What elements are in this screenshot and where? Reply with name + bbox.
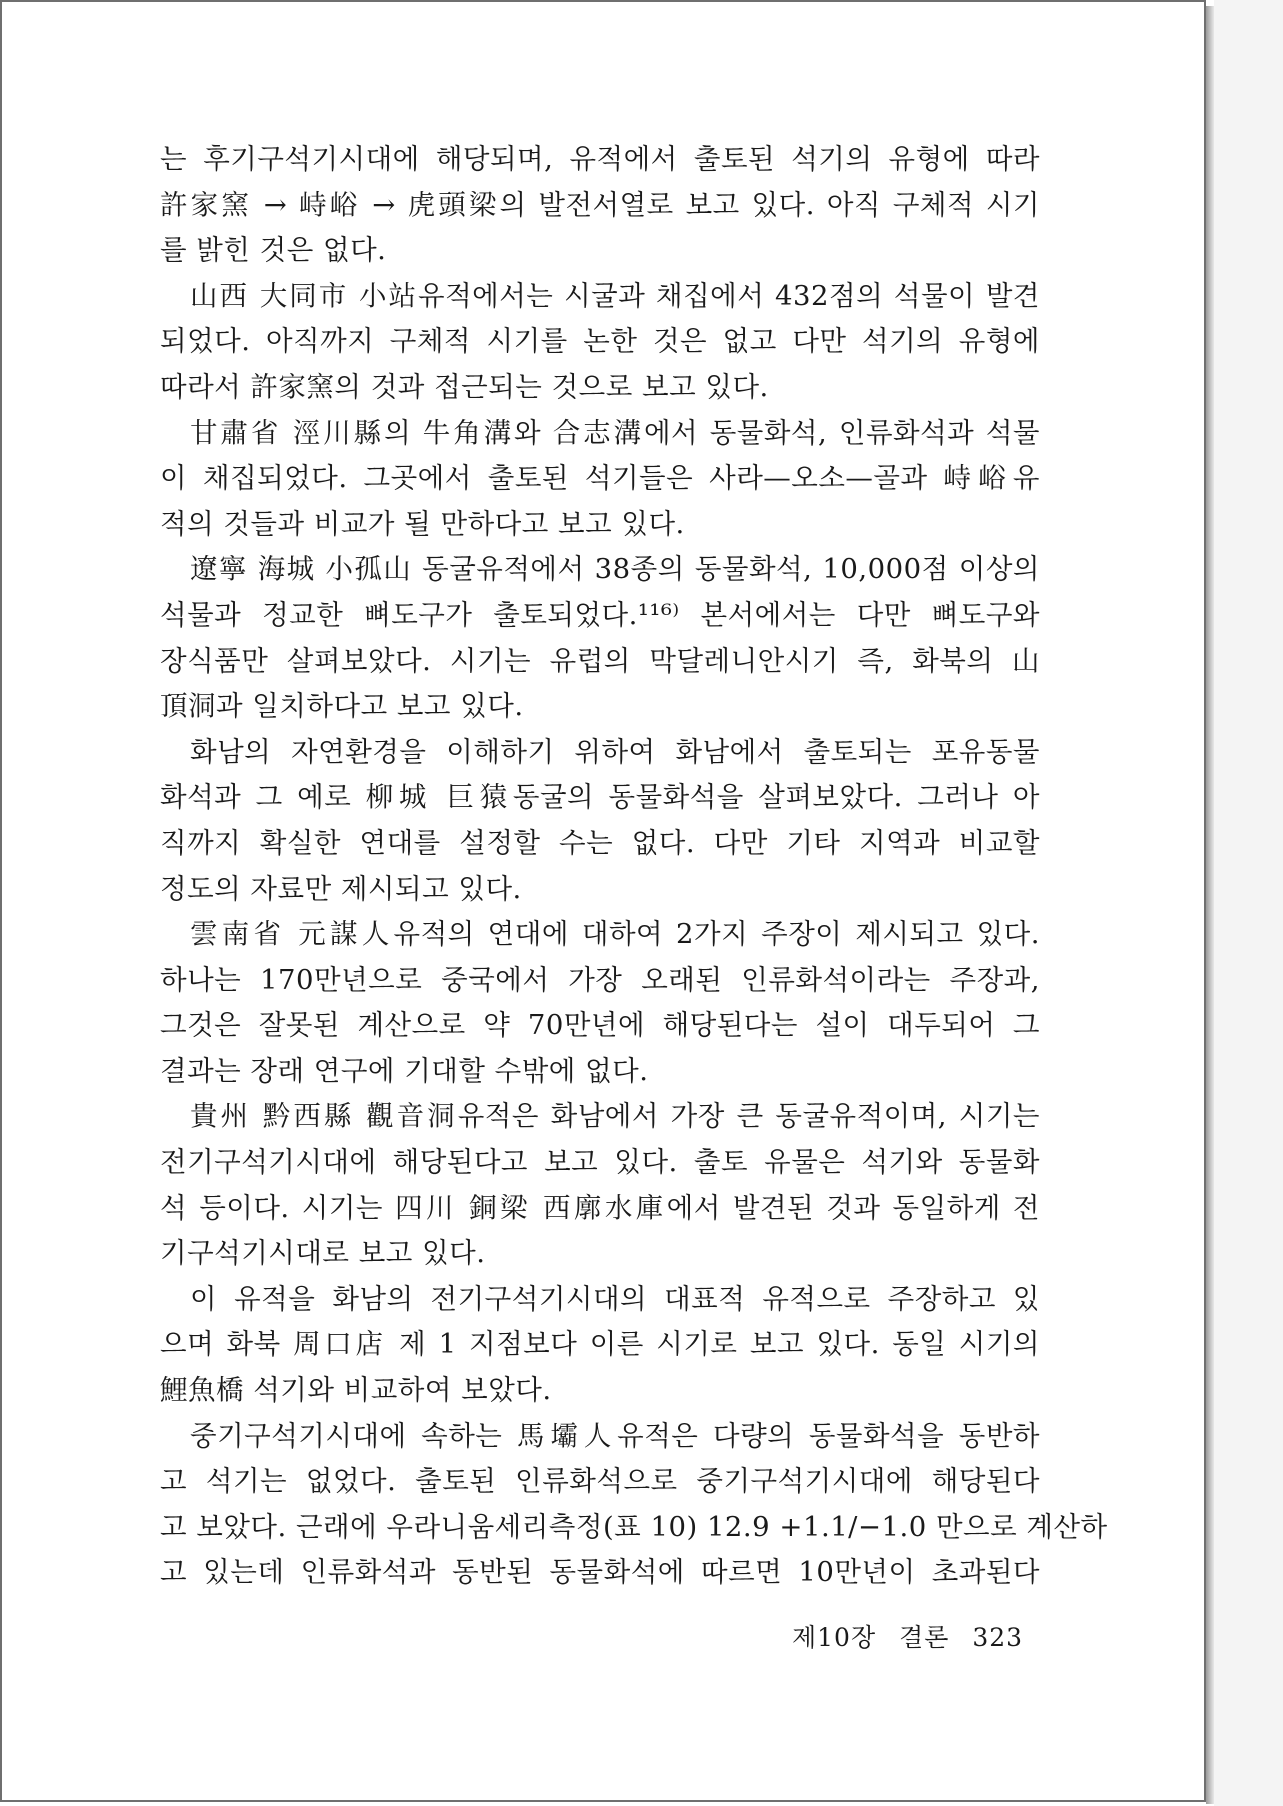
page-number: 323	[972, 1623, 1024, 1652]
text-line: 화남의 자연환경을 이해하기 위하여 화남에서 출토되는 포유동물	[190, 735, 1040, 768]
text-line: 頂洞과 일치하다고 보고 있다.	[160, 690, 524, 723]
text-line: 석 등이다. 시기는 四川 銅梁 西廓水庫에서 발견된 것과 동일하게 전	[160, 1191, 1040, 1224]
text-line: 雲南省 元謀人유적의 연대에 대하여 2가지 주장이 제시되고 있다.	[190, 918, 1040, 951]
text-line: 甘肅省 涇川縣의 牛角溝와 合志溝에서 동물화석, 인류화석과 석물	[190, 416, 1040, 449]
body-text	[160, 137, 1108, 1596]
page-edge-shadow	[1206, 6, 1214, 1804]
text-line: 를 밝힌 것은 없다.	[160, 234, 387, 267]
text-line: 하나는 170만년으로 중국에서 가장 오래된 인류화석이라는 주장과,	[160, 963, 1040, 996]
text-line: 따라서 許家窯의 것과 접근되는 것으로 보고 있다.	[160, 370, 769, 403]
text-line: 으며 화북 周口店 제 1 지점보다 이른 시기로 보고 있다. 동일 시기의	[160, 1328, 1040, 1361]
text-line: 적의 것들과 비교가 될 만하다고 보고 있다.	[160, 507, 685, 540]
text-line: 고 석기는 없었다. 출토된 인류화석으로 중기구석기시대에 해당된다	[160, 1465, 1040, 1498]
text-line: 고 있는데 인류화석과 동반된 동물화석에 따르면 10만년이 초과된다	[160, 1556, 1040, 1589]
text-line: 석물과 정교한 뼈도구가 출토되었다.¹¹⁶⁾ 본서에서는 다만 뼈도구와	[160, 598, 1040, 631]
text-line: 그것은 잘못된 계산으로 약 70만년에 해당된다는 설이 대두되어 그	[160, 1009, 1040, 1042]
text-line: 되었다. 아직까지 구체적 시기를 논한 것은 없고 다만 석기의 유형에	[160, 325, 1040, 358]
footer-section: 결론	[899, 1623, 950, 1652]
text-line: 山西 大同市 小站유적에서는 시굴과 채집에서 432점의 석물이 발견	[190, 279, 1040, 312]
text-line: 결과는 장래 연구에 기대할 수밖에 없다.	[160, 1054, 649, 1087]
text-line: 전기구석기시대에 해당된다고 보고 있다. 출토 유물은 석기와 동물화	[160, 1146, 1040, 1179]
page-footer	[792, 1618, 1037, 1654]
text-line: 화석과 그 예로 柳城 巨猿동굴의 동물화석을 살펴보았다. 그러나 아	[160, 781, 1040, 814]
text-line: 정도의 자료만 제시되고 있다.	[160, 872, 522, 905]
text-line: 기구석기시대로 보고 있다.	[160, 1237, 486, 1270]
text-line: 고 보았다. 근래에 우라니움세리측정(표 10) 12.9 +1.1/−1.0 만으로 계산하	[160, 1510, 1108, 1543]
viewer-background	[1214, 0, 1283, 1806]
text-line: 許家窯 → 峙峪 → 虎頭梁의 발전서열로 보고 있다. 아직 구체적 시기	[160, 188, 1040, 221]
text-line: 중기구석기시대에 속하는 馬壩人유적은 다량의 동물화석을 동반하	[190, 1419, 1040, 1452]
text-line: 鯉魚橋 석기와 비교하여 보았다.	[160, 1374, 552, 1407]
footer-chapter: 제10장	[792, 1623, 877, 1652]
text-line: 이 채집되었다. 그곳에서 출토된 석기들은 사라—오소—골과 峙峪유	[160, 462, 1040, 495]
text-line: 는 후기구석기시대에 해당되며, 유적에서 출토된 석기의 유형에 따라	[160, 143, 1040, 175]
text-line: 직까지 확실한 연대를 설정할 수는 없다. 다만 기타 지역과 비교할	[160, 826, 1040, 859]
text-line: 貴州 黔西縣 觀音洞유적은 화남에서 가장 큰 동굴유적이며, 시기는	[190, 1100, 1040, 1133]
text-line: 이 유적을 화남의 전기구석기시대의 대표적 유적으로 주장하고 있	[190, 1282, 1040, 1315]
text-line: 장식품만 살펴보았다. 시기는 유럽의 막달레니안시기 즉, 화북의 山	[160, 644, 1040, 677]
text-line: 遼寧 海城 小孤山 동굴유적에서 38종의 동물화석, 10,000점 이상의	[190, 553, 1040, 586]
